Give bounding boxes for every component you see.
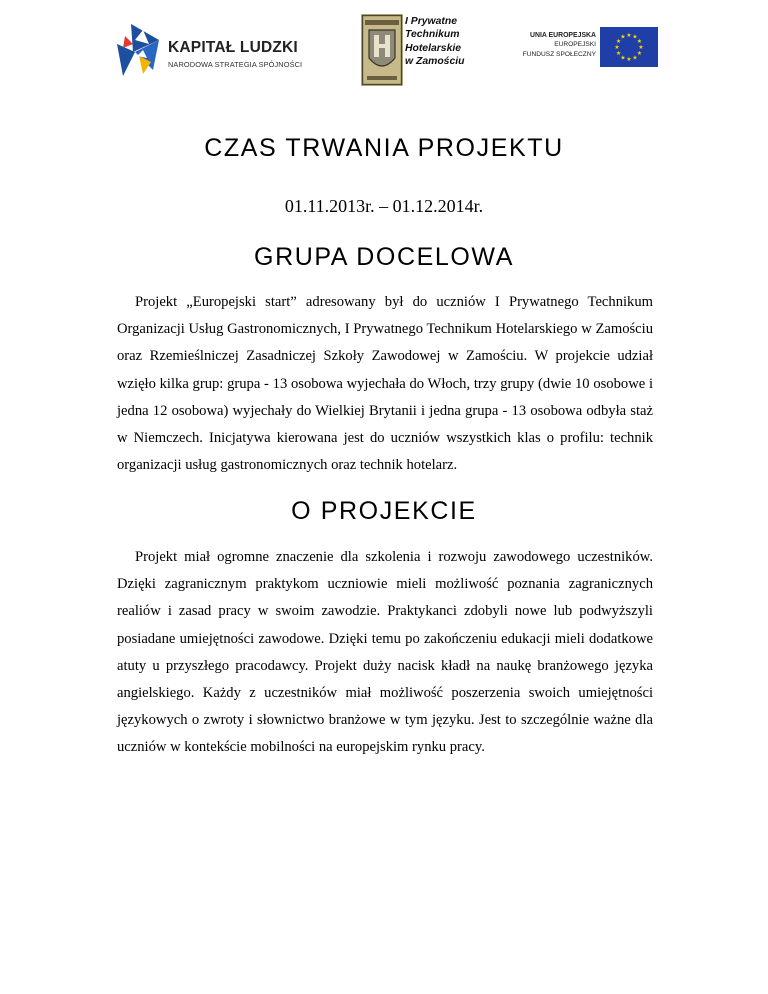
logo-bar	[0, 0, 768, 100]
eu-star-icon: ★	[626, 32, 632, 39]
target-group-heading: GRUPA DOCELOWA	[254, 243, 514, 271]
kapital-ludzki-title: KAPITAŁ LUDZKI	[168, 39, 298, 56]
eu-star-icon: ★	[636, 50, 643, 57]
eu-star-icon: ★	[632, 54, 638, 62]
eu-star-icon: ★	[638, 44, 644, 51]
eu-logo-text	[523, 31, 596, 59]
school-name-line: Technikum	[405, 29, 460, 41]
eu-logo-line: FUNDUSZ SPOŁECZNY	[522, 50, 596, 58]
eu-star-icon: ★	[620, 54, 626, 62]
eu-star-icon: ★	[614, 44, 620, 51]
eu-logo	[516, 27, 658, 69]
school-crest-icon	[361, 14, 403, 86]
eu-logo-line: EUROPEJSKI	[554, 41, 596, 49]
target-group-paragraph: Projekt „Europejski start” adresowany był do uczniów I Prywatnego Technikum Organizacji Usług Gastronomicznych, I Prywatnego Technikum Hotelarskiego w Zamościu oraz Rzemieślniczej Zasadniczej Szkoły Zawodowej w Zamościu. W projekcie udział wzięło kilka grup: grupa - 13 osobowa wyjechała do Włoch, trzy grupy (dwie 10 osobowe i jedna 12 osobowa) wyjechały do Wielkiej Brytanii i jedna grupa - 13 osobowa odbyła staż w Niemczech. Inicjatywa kierowana jest do uczniów wszystkich klas o profilu: technik organizacji usług gastronomicznych oraz technik hotelarz.	[117, 294, 653, 474]
kapital-ludzki-emblem-icon	[113, 22, 165, 78]
eu-star-icon: ★	[626, 56, 632, 63]
eu-star-icon: ★	[620, 33, 626, 41]
school-name-line: w Zamościu	[405, 56, 465, 68]
about-paragraph: Projekt miał ogromne znaczenie dla szkolenia i rozwoju zawodowego uczestników. Dzięki zagranicznym praktykom uczniowie mieli możliwość poznania zagranicznych realiów i zasad pracy w swoim zawodzie. Praktykanci zdobyli nowe lub podwyższyli posiadane umiejętności zawodowe. Dzięki temu po zakończeniu edukacji mieli dodatkowe atuty u przyszłego pracodawcy. Projekt duży nacisk kładł na naukę branżowego języka angielskiego. Każdy z uczestników miał możliwość poszerzenia swoich umiejętności językowych o zwroty i słownictwo branżowe w tym języku. Jest to szczególnie ważne dla uczniów w kontekście mobilności na europejskim rynku pracy.	[117, 549, 653, 756]
eu-flag-icon	[600, 27, 658, 67]
kapital-ludzki-subtitle: NARODOWA STRATEGIA SPÓJNOŚCI	[168, 60, 303, 69]
eu-star-icon: ★	[632, 33, 638, 41]
project-dates: 01.11.2013r. – 01.12.2014r.	[284, 196, 484, 216]
about-heading: O PROJEKCIE	[291, 497, 477, 525]
eu-star-icon: ★	[615, 50, 622, 57]
school-name	[405, 15, 471, 69]
eu-star-icon: ★	[636, 38, 643, 45]
school-name-line: I Prywatne	[405, 16, 457, 27]
eu-star-icon: ★	[615, 38, 622, 45]
school-name-line: Hotelarskie	[405, 42, 462, 54]
duration-heading: CZAS TRWANIA PROJEKTU	[204, 134, 564, 162]
eu-logo-line: UNIA EUROPEJSKA	[530, 32, 596, 39]
school-logo	[361, 14, 471, 86]
kapital-ludzki-logo	[113, 22, 313, 78]
